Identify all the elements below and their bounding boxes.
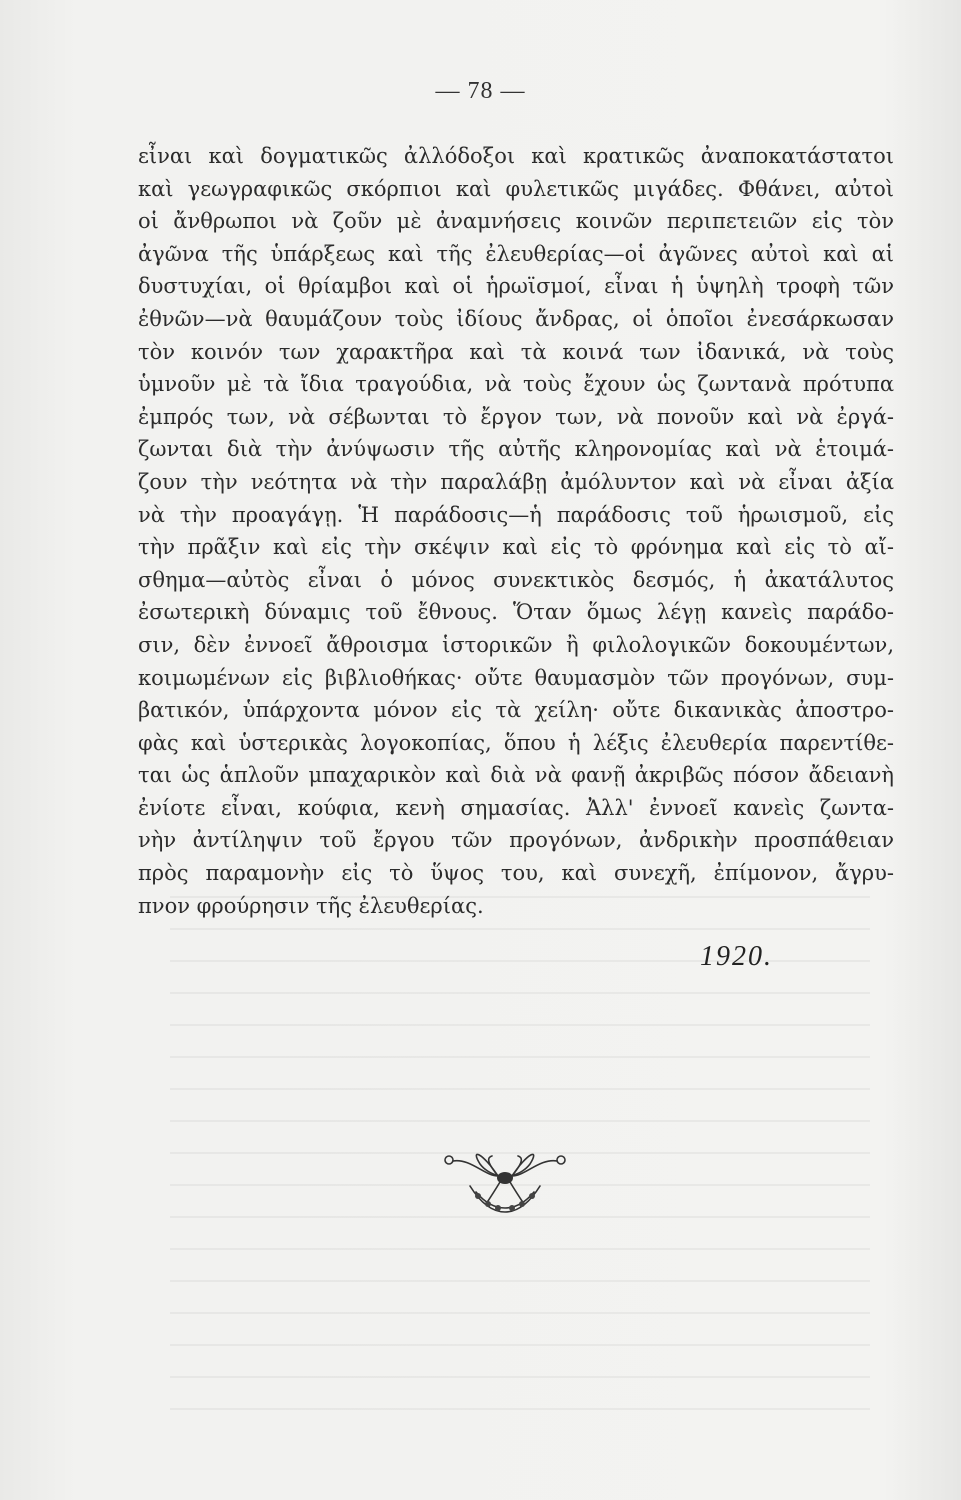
text-line: δυστυχίαι, οἱ θρίαμβοι καὶ οἱ ἡρωϊσμοί, εἶναι ἡ ὑψηλὴ τροφὴ τῶν xyxy=(138,274,894,299)
text-line: σιν, δὲν ἐννοεῖ ἄθροισμα ἱστορικῶν ἢ φιλολογικῶν δοκουμέντων, xyxy=(138,632,894,657)
text-line: ἐμπρός των, νὰ σέβωνται τὸ ἔργον των, νὰ πονοῦν καὶ νὰ ἐργά- xyxy=(138,404,894,429)
text-line: ἐθνῶν—νὰ θαυμάζουν τοὺς ἰδίους ἄνδρας, οἱ ὁποῖοι ἐνεσάρκωσαν xyxy=(138,306,894,331)
text-line: ζουν τὴν νεότητα νὰ τὴν παραλάβῃ ἀμόλυντον καὶ νὰ εἶναι ἀξία xyxy=(138,469,894,494)
text-line: νὴν ἀντίληψιν τοῦ ἔργου τῶν προγόνων, ἀνδρικὴν προσπάθειαν xyxy=(138,828,894,853)
text-line: ὑμνοῦν μὲ τὰ ἴδια τραγούδια, νὰ τοὺς ἔχουν ὡς ζωντανὰ πρότυπα xyxy=(138,372,894,397)
page-number: — 78 — xyxy=(435,78,526,104)
text-line: τὸν κοινόν των χαρακτῆρα καὶ τὰ κοινά των ἰδανικά, νὰ τοὺς xyxy=(138,339,894,364)
text-line: σθημα—αὐτὸς εἶναι ὁ μόνος συνεκτικὸς δεσμός, ἡ ἀκατάλυτος xyxy=(138,567,894,592)
body-text xyxy=(138,140,894,922)
text-line: ἐνίοτε εἶναι, κούφια, κενὴ σημασίας. Ἀλλ' ἐννοεῖ κανεὶς ζωντα- xyxy=(138,795,894,820)
text-line: ἐσωτερικὴ δύναμις τοῦ ἔθνους. Ὅταν ὅμως λέγῃ κανεὶς παράδο- xyxy=(138,600,894,625)
text-line: καὶ γεωγραφικῶς σκόρπιοι καὶ φυλετικῶς μιγάδες. Φθάνει, αὐτοὶ xyxy=(138,176,894,201)
text-line: τὴν πρᾶξιν καὶ εἰς τὴν σκέψιν καὶ εἰς τὸ φρόνημα καὶ εἰς τὸ αἴ- xyxy=(138,535,894,560)
text-line: ζωνται διὰ τὴν ἀνύψωσιν τῆς αὐτῆς κληρονομίας καὶ νὰ ἑτοιμά- xyxy=(138,437,894,462)
date-signature: 1920. xyxy=(700,941,773,972)
text-line: κοιμωμένων εἰς βιβλιοθήκας· οὔτε θαυμασμὸν τῶν προγόνων, συμ- xyxy=(138,665,894,690)
text-line: βατικόν, ὑπάρχοντα μόνον εἰς τὰ χείλη· οὔτε δικανικὰς ἀποστρο- xyxy=(138,698,894,723)
text-line: οἱ ἄνθρωποι νὰ ζοῦν μὲ ἀναμνήσεις κοινῶν περιπετειῶν εἰς τὸν xyxy=(138,209,894,234)
text-line: ἀγῶνα τῆς ὑπάρξεως καὶ τῆς ἐλευθερίας—οἱ ἀγῶνες αὐτοὶ καὶ αἱ xyxy=(138,241,894,266)
ribbon-bow-ornament-icon xyxy=(440,1146,570,1216)
text-line: ται ὡς ἁπλοῦν μπαχαρικὸν καὶ διὰ νὰ φανῇ ἀκριβῶς πόσον ἄδειανὴ xyxy=(138,763,894,788)
text-line: πρὸς παραμονὴν εἰς τὸ ὕψος του, καὶ συνεχῆ, ἐπίμονον, ἄγρυ- xyxy=(138,861,894,886)
text-line: νὰ τὴν προαγάγῃ. Ἡ παράδοσις—ἡ παράδοσις τοῦ ἡρωισμοῦ, εἰς xyxy=(138,502,894,527)
text-line: φὰς καὶ ὑστερικὰς λογοκοπίας, ὅπου ἡ λέξις ἐλευθερία παρεντίθε- xyxy=(138,730,894,755)
text-line: πνον φρούρησιν τῆς ἐλευθερίας. xyxy=(138,893,484,918)
text-line: εἶναι καὶ δογματικῶς ἀλλόδοξοι καὶ κρατικῶς ἀναποκατάστατοι xyxy=(138,144,894,168)
